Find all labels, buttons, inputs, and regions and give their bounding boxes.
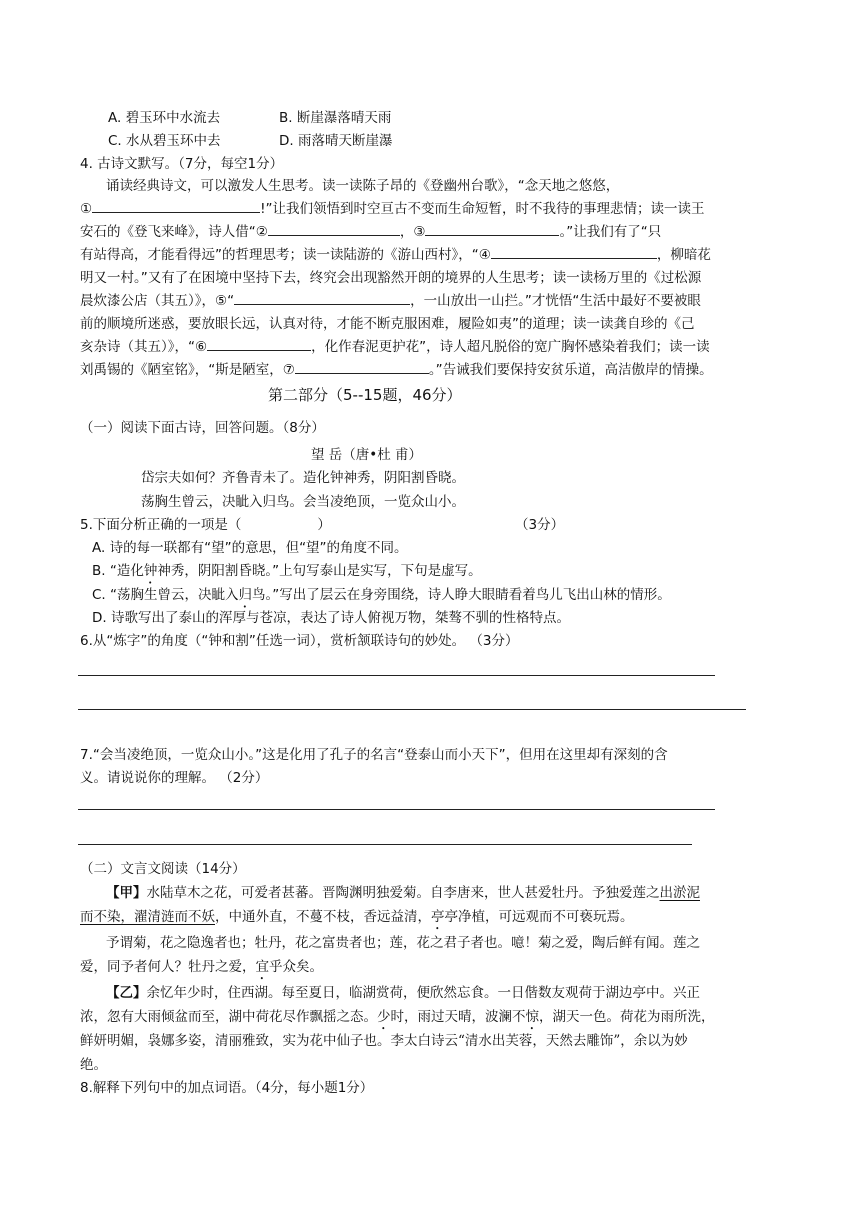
q5-option-d: D. 诗歌写出了泰山的浑厚与苍凉，表达了诗人俯视万物，桀骜不驯的性格特点。 — [92, 610, 570, 626]
answer-blank-1[interactable] — [92, 198, 260, 213]
emphasis-char: 宜 — [255, 959, 269, 975]
poem-line-1: 岱宗夫如何？齐鲁青未了。造化钟神秀，阴阳割昏晓。 — [141, 470, 465, 486]
passage-yi-line-2: 浓，忽有大雨倾盆而至，湖中荷花尽作飘摇之态。少时，雨过天晴，波澜不惊，湖天一色。荷花为雨所洗， — [80, 1009, 715, 1025]
answer-line[interactable] — [78, 844, 692, 845]
option-d: D. 雨落晴天断崖瀑 — [279, 133, 393, 149]
part-2-heading: 第二部分（5--15题，46分） — [268, 386, 462, 404]
emphasis-char: 钟 — [143, 563, 158, 579]
passage-yi-line-1: 【乙】余忆年少时，住西湖。每至夏日，临湖赏荷，便欣然忘食。一日偕数友观荷于湖边亭中。兴正 — [106, 985, 700, 1001]
q4-line-4: 有站得高，才能看得远”的哲理思考；读一读陆游的《游山西村》，“④ ，柳暗花 — [80, 243, 711, 263]
passage-jia-line-1: 【甲】水陆草木之花，可爱者甚蕃。晋陶渊明独爱菊。自李唐来，世人甚爱牡丹。予独爱莲之出淤泥 — [106, 885, 700, 901]
passage-yi-line-3: 鲜妍明媚，袅娜多姿，清丽雅致，实为花中仙子也。李太白诗云“清水出芙蓉，天然去雕饰”，余以为妙 — [80, 1033, 688, 1049]
section-2-title: （二）文言文阅读（14分） — [80, 861, 246, 877]
q6-stem: 6.从“炼字”的角度（“钟和割”任选一词），赏析颔联诗句的妙处。 （3分） — [80, 633, 519, 649]
q5-option-c: C. “荡胸生曾云，决眦入归鸟。”写出了层云在身旁围绕，诗人睁大眼睛看着鸟儿飞出山林的情形。 — [92, 587, 671, 603]
q4-line-9: 刘禹锡的《陋室铭》，“斯是陋室，⑦ 。”告诫我们要保持安贫乐道，高洁傲岸的情操。 — [80, 358, 713, 378]
passage-jia-p2-line-2: 爱，同予者何人？牡丹之爱，宜乎众矣。 — [80, 959, 323, 975]
q4-line-7: 前的顺境所迷惑，要放眼长远，认真对待，才能不断克服困难，履险如夷”的道理；读一读龚自珍的《己 — [80, 316, 695, 332]
q4-line-8: 亥杂诗（其五）》，“⑥ ，化作春泥更护花”，诗人超凡脱俗的宽广胸怀感染着我们；读一读 — [80, 335, 710, 355]
passage-yi-line-4: 绝。 — [80, 1057, 107, 1073]
q8-stem: 8.解释下列句中的加点词语。（4分，每小题1分） — [80, 1080, 374, 1096]
option-c: C. 水从碧玉环中去 — [108, 133, 221, 149]
q5-stem: 5.下面分析正确的一项是（ ） — [80, 517, 331, 533]
answer-blank-5[interactable] — [234, 290, 410, 305]
q7-line-1: 7.“会当凌绝顶，一览众山小。”这是化用了孔子的名言“登泰山而小天下”，但用在这里却有深刻的含 — [80, 747, 668, 763]
answer-line[interactable] — [78, 675, 715, 676]
q4-line-1: 诵读经典诗文，可以激发人生思考。读一读陈子昂的《登幽州台歌》，“念天地之悠悠， — [106, 178, 620, 194]
poem-line-2: 荡胸生曾云，决眦入归鸟。会当凌绝顶，一览众山小。 — [141, 494, 465, 510]
option-b: B. 断崖瀑落晴天雨 — [279, 110, 392, 126]
emphasis-char: 归 — [238, 587, 253, 603]
answer-line[interactable] — [78, 709, 746, 710]
q4-line-2: ① !”让我们领悟到时空亘古不变而生命短暂，时不我待的事理悲情；读一读王 — [80, 197, 705, 217]
option-a: A. 碧玉环中水流去 — [108, 110, 221, 126]
section-1-title: （一）阅读下面古诗，回答问题。（8分） — [80, 420, 325, 436]
answer-blank-4[interactable] — [491, 244, 657, 259]
q4-title: 4. 古诗文默写。（7分，每空1分） — [80, 156, 284, 172]
answer-blank-3[interactable] — [425, 221, 559, 236]
q5-score: （3分） — [515, 517, 565, 533]
q4-line-6: 晨炊漆公店（其五）》，⑤“ ，一山放出一山拦。”才恍悟“生活中最好不要被眼 — [80, 289, 701, 309]
q7-line-2: 义。请说说你的理解。 （2分） — [80, 770, 269, 786]
emphasis-char: 惊 — [525, 1009, 539, 1025]
answer-blank-6[interactable] — [207, 336, 311, 351]
q5-option-b: B. “造化钟神秀，阴阳割昏晓。”上句写泰山是实写，下句是虚写。 — [92, 563, 482, 579]
emphasis-char: 少 — [377, 1009, 391, 1025]
q4-line-5: 明又一村。”又有了在困境中坚持下去，终究会出现豁然开朗的境界的人生思考；读一读杨万里的《过松源 — [80, 270, 702, 286]
answer-blank-7[interactable] — [295, 359, 429, 374]
emphasis-char: 亭 — [431, 909, 445, 925]
q4-line-3: 安石的《登飞来峰》，诗人借“② ，③ 。”让我们有了“只 — [80, 220, 661, 240]
q5-option-a: A. 诗的每一联都有“望”的意思，但“望”的角度不同。 — [92, 540, 408, 556]
passage-jia-p2-line-1: 予谓菊，花之隐逸者也；牡丹，花之富贵者也；莲，花之君子者也。噫！菊之爱，陶后鲜有闻。莲之 — [106, 935, 700, 951]
poem-title: 望 岳（唐•杜 甫） — [311, 447, 423, 463]
answer-blank-2[interactable] — [268, 221, 400, 236]
passage-jia-line-2: 而不染，濯清涟而不妖，中通外直，不蔓不枝，香远益清，亭亭净植，可远观而不可亵玩焉。 — [80, 909, 634, 925]
answer-line[interactable] — [78, 809, 715, 810]
